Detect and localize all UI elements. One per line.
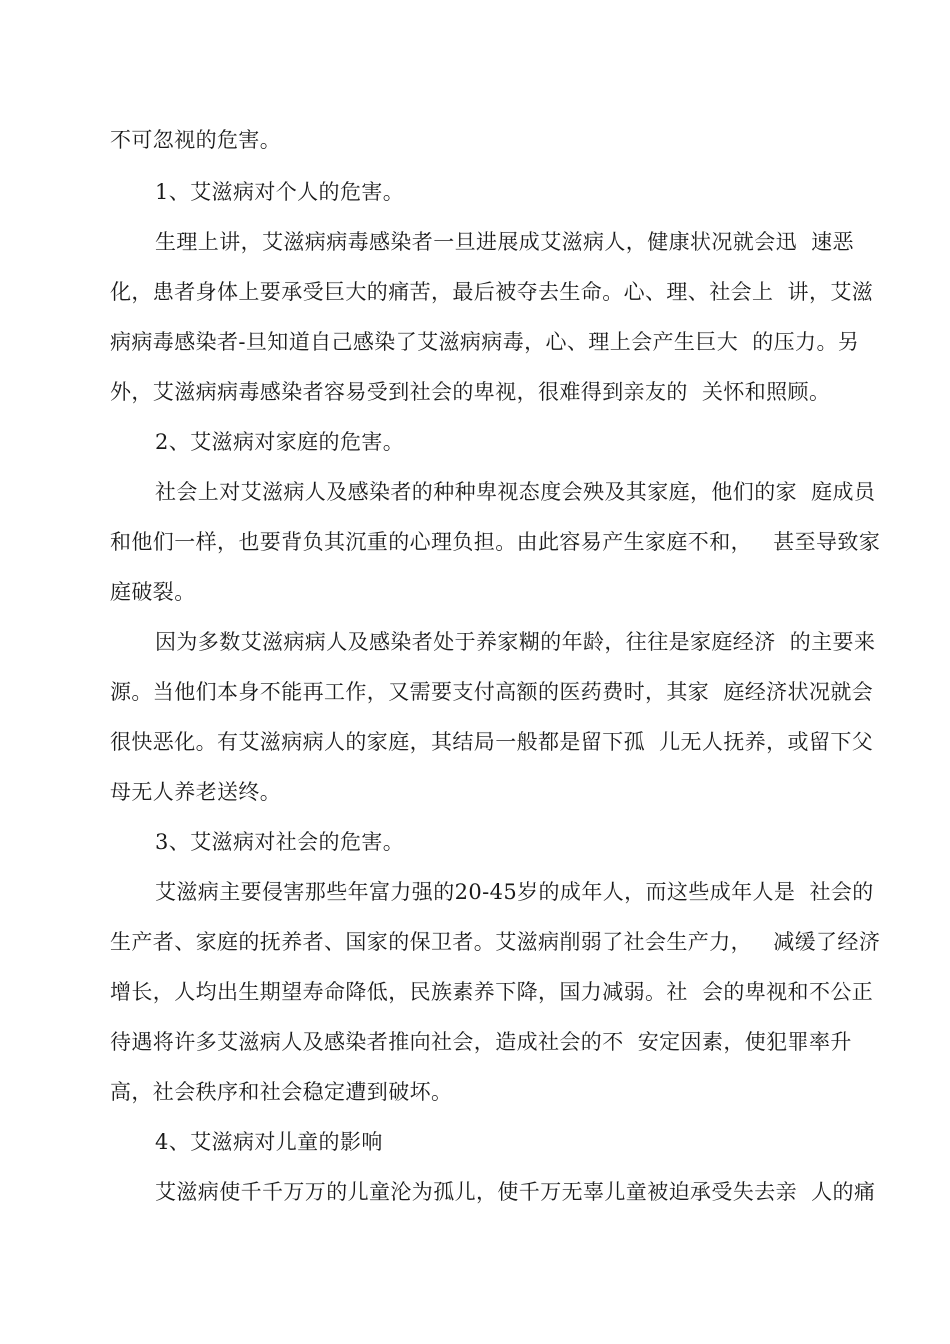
- paragraph-line: 不可忽视的危害。: [110, 128, 282, 152]
- paragraph-line: 外，艾滋病病毒感染者容易受到社会的卑视，很难得到亲友的 关怀和照顾。: [110, 380, 831, 404]
- section-heading-children: 4、艾滋病对儿童的影响: [155, 1130, 383, 1154]
- paragraph-line: 病病毒感染者-旦知道自己感染了艾滋病病毒，心、理上会产生巨大 的压力。另: [110, 330, 860, 354]
- section-heading-family: 2、艾滋病对家庭的危害。: [155, 430, 405, 454]
- paragraph-line: 生理上讲，艾滋病病毒感染者一旦进展成艾滋病人，健康状况就会迅 速恶: [155, 230, 854, 254]
- paragraph-line: 艾滋病主要侵害那些年富力强的20-45岁的成年人，而这些成年人是 社会的: [155, 880, 874, 904]
- paragraph-line: 和他们一样，也要背负其沉重的心理负担。由此容易产生家庭不和， 甚至导致家: [110, 530, 881, 554]
- paragraph-line: 高，社会秩序和社会稳定遭到破坏。: [110, 1080, 453, 1104]
- paragraph-line: 庭破裂。: [110, 580, 196, 604]
- paragraph-line: 很快恶化。有艾滋病病人的家庭，其结局一般都是留下孤 儿无人抚养，或留下父: [110, 730, 874, 754]
- paragraph-line: 待遇将许多艾滋病人及感染者推向社会，造成社会的不 安定因素，使犯罪率升: [110, 1030, 852, 1054]
- paragraph-line: 增长，人均出生期望寿命降低，民族素养下降，国力减弱。社 会的卑视和不公正: [110, 980, 874, 1004]
- paragraph-line: 源。当他们本身不能再工作，又需要支付高额的医药费时，其家 庭经济状况就会: [110, 680, 874, 704]
- paragraph-line: 艾滋病使千千万万的儿童沦为孤儿，使千万无辜儿童被迫承受失去亲 人的痛: [155, 1180, 876, 1204]
- section-heading-society: 3、艾滋病对社会的危害。: [155, 830, 405, 854]
- paragraph-line: 化，患者身体上要承受巨大的痛苦，最后被夺去生命。心、理、社会上 讲，艾滋: [110, 280, 874, 304]
- paragraph-line: 社会上对艾滋病人及感染者的种种卑视态度会殃及其家庭，他们的家 庭成员: [155, 480, 876, 504]
- paragraph-line: 母无人养老送终。: [110, 780, 282, 804]
- paragraph-line: 因为多数艾滋病病人及感染者处于养家糊的年龄，往往是家庭经济 的主要来: [155, 630, 876, 654]
- section-heading-personal: 1、艾滋病对个人的危害。: [155, 180, 405, 204]
- paragraph-line: 生产者、家庭的抚养者、国家的保卫者。艾滋病削弱了社会生产力， 减缓了经济: [110, 930, 881, 954]
